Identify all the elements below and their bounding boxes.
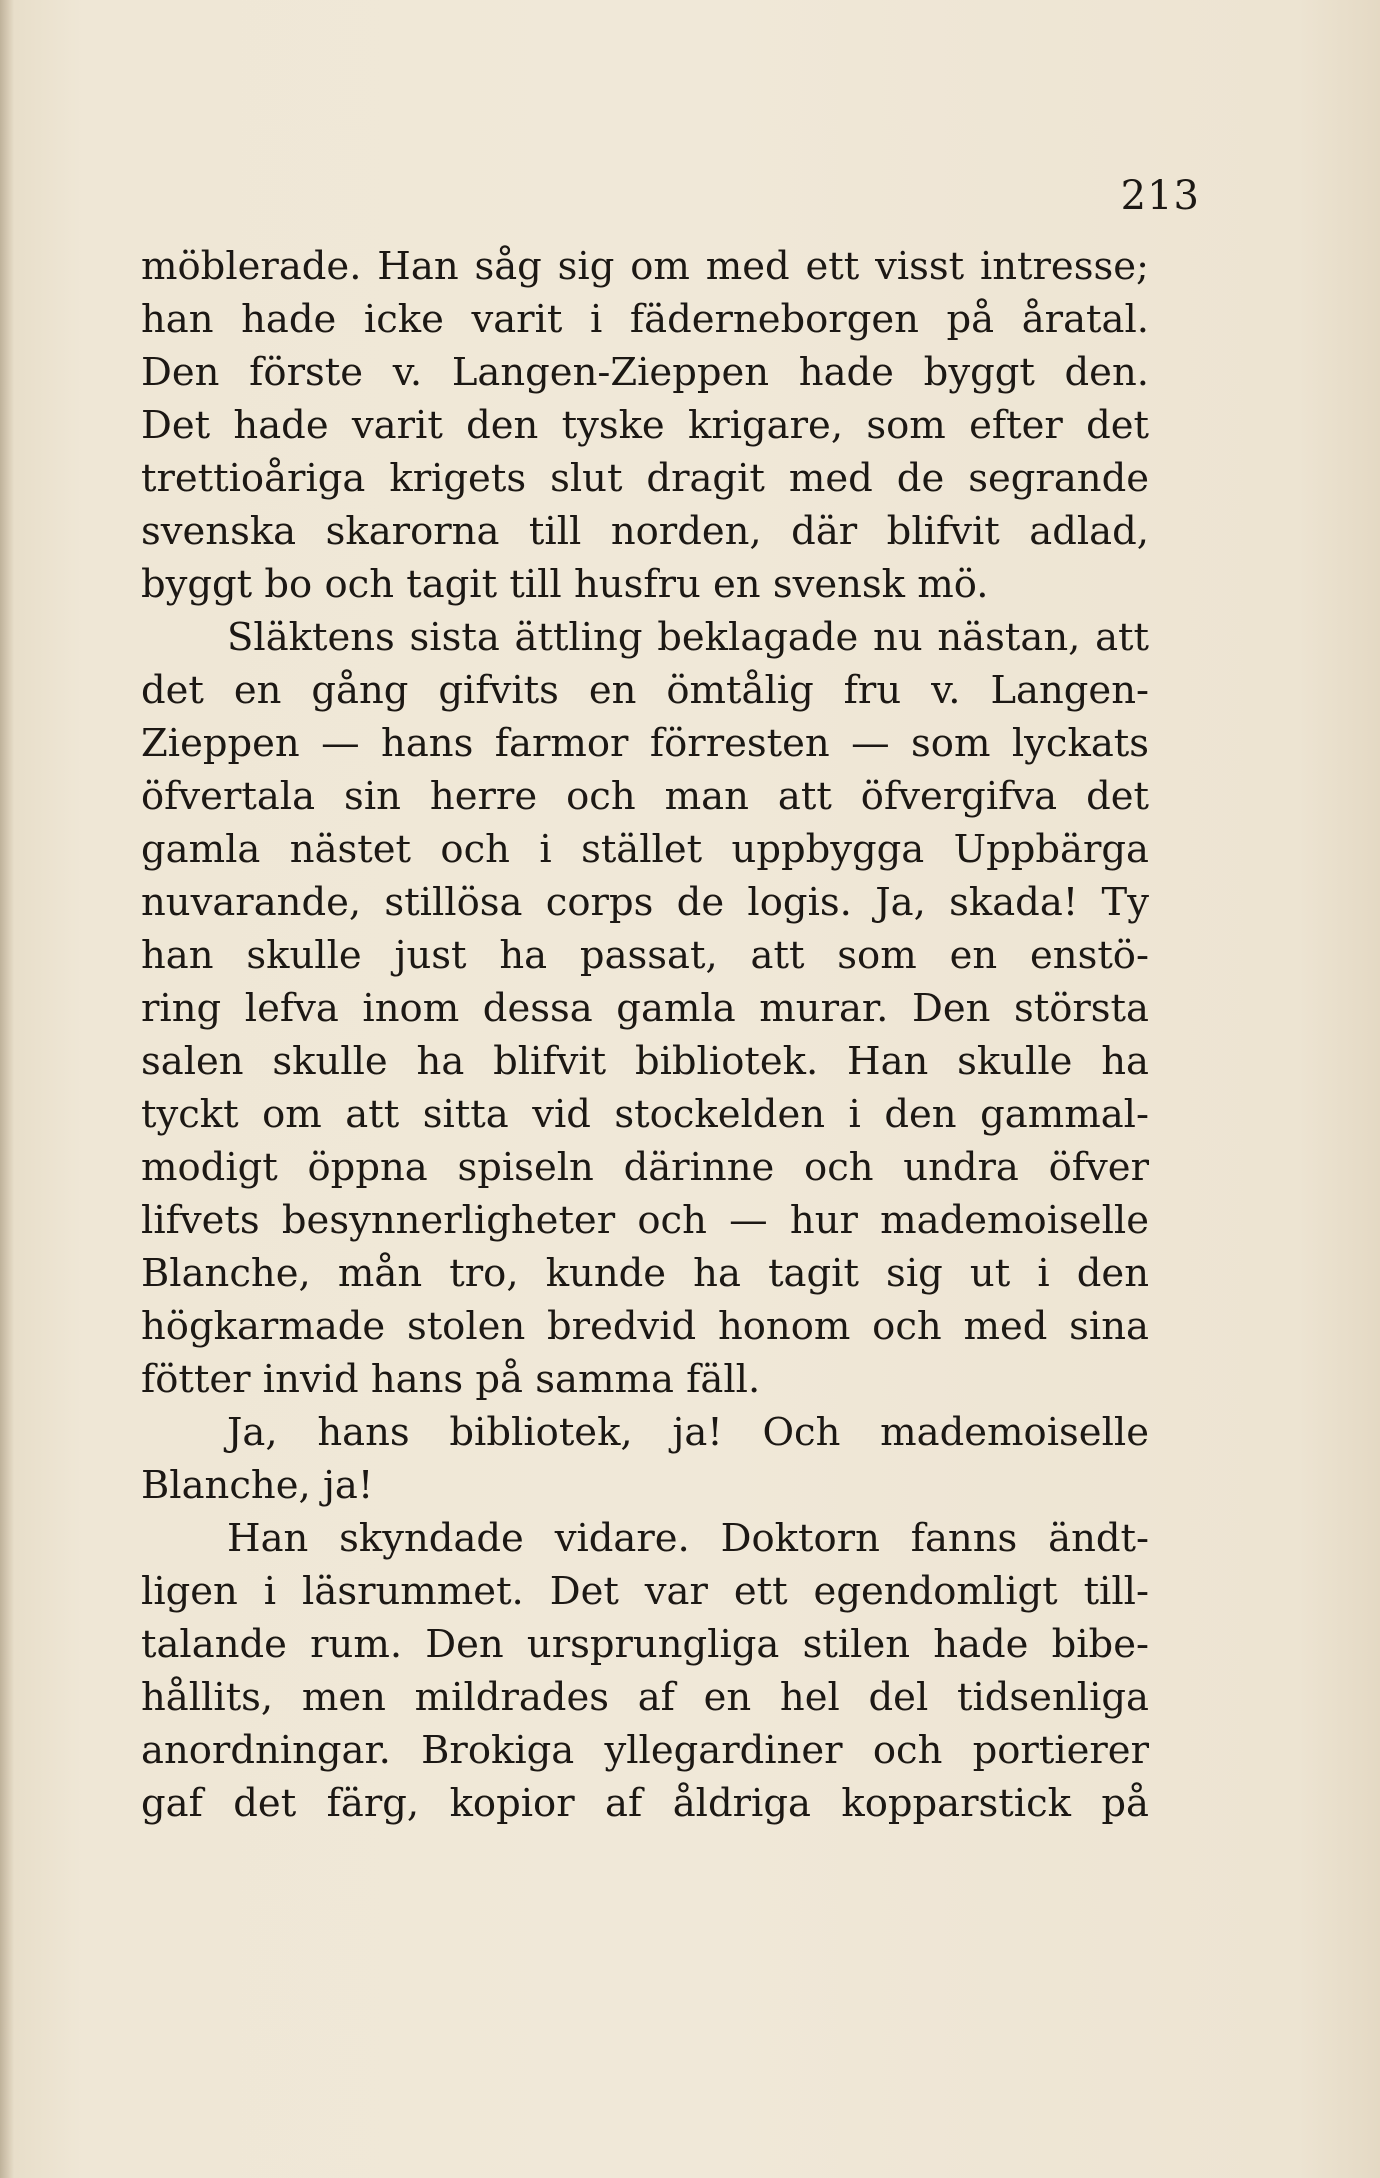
text-line-26: ligen i läsrummet. Det var ett egendomligt till-	[141, 1569, 1149, 1614]
text-line-3: Den förste v. Langen-Zieppen hade byggt den.	[141, 350, 1149, 395]
page-binding-edge	[0, 0, 14, 2178]
body-text	[141, 240, 1149, 1830]
text-line-12: gamla nästet och i stället uppbygga Uppbärga	[141, 827, 1149, 872]
text-line-24: Blanche, ja!	[141, 1463, 374, 1508]
text-line-14: han skulle just ha passat, att som en enstö-	[141, 933, 1149, 978]
text-line-29: anordningar. Brokiga yllegardiner och portierer	[141, 1728, 1149, 1773]
text-line-18: modigt öppna spiseln därinne och undra öfver	[141, 1145, 1149, 1190]
text-line-23: Ja, hans bibliotek, ja! Och mademoiselle	[227, 1410, 1149, 1455]
text-line-13: nuvarande, stillösa corps de logis. Ja, skada! Ty	[141, 880, 1149, 925]
text-line-25: Han skyndade vidare. Doktorn fanns ändt-	[227, 1516, 1149, 1561]
text-line-2: han hade icke varit i fäderneborgen på åratal.	[141, 297, 1149, 342]
text-line-6: svenska skarorna till norden, där blifvit adlad,	[141, 509, 1149, 554]
text-line-9: det en gång gifvits en ömtålig fru v. Langen-	[141, 668, 1149, 713]
text-line-8: Släktens sista ättling beklagade nu nästan, att	[227, 615, 1149, 660]
text-line-11: öfvertala sin herre och man att öfvergifva det	[141, 774, 1149, 819]
text-line-20: Blanche, mån tro, kunde ha tagit sig ut i den	[141, 1251, 1149, 1296]
text-line-22: fötter invid hans på samma fäll.	[141, 1357, 761, 1402]
text-line-21: högkarmade stolen bredvid honom och med sina	[141, 1304, 1149, 1349]
text-line-28: hållits, men mildrades af en hel del tidsenliga	[141, 1675, 1149, 1720]
text-line-30: gaf det färg, kopior af åldriga kopparstick på	[141, 1781, 1149, 1826]
text-line-19: lifvets besynnerligheter och — hur mademoiselle	[141, 1198, 1149, 1243]
page-number: 213	[1120, 173, 1200, 219]
text-line-7: byggt bo och tagit till husfru en svensk mö.	[141, 562, 989, 607]
text-line-1: möblerade. Han såg sig om med ett visst intresse;	[141, 244, 1149, 289]
text-line-16: salen skulle ha blifvit bibliotek. Han skulle ha	[141, 1039, 1149, 1084]
text-line-4: Det hade varit den tyske krigare, som efter det	[141, 403, 1149, 448]
text-line-27: talande rum. Den ursprungliga stilen hade bibe-	[141, 1622, 1149, 1667]
text-line-17: tyckt om att sitta vid stockelden i den gammal-	[141, 1092, 1149, 1137]
text-line-15: ring lefva inom dessa gamla murar. Den största	[141, 986, 1149, 1031]
text-line-5: trettioåriga krigets slut dragit med de segrande	[141, 456, 1149, 501]
text-line-10: Zieppen — hans farmor förresten — som lyckats	[141, 721, 1149, 766]
